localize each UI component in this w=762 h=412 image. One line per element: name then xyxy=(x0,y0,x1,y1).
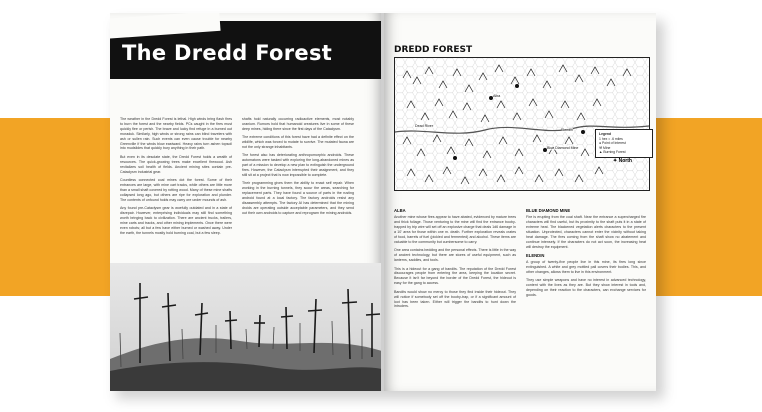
paragraph: But even in its desolate state, the Dredd Forest holds a wealth of resources. The quick-growing trees make excellent firewood. Ash revitalizes soil health of fields. Ancient mining sites contain pre-Cataclysm industrial gear. xyxy=(120,154,232,174)
page-title: The Dredd Forest xyxy=(122,41,333,65)
paragraph: A group of twenty-five people live in this mine, its fires long since extinguished. A white and grey mottled pall covers their bodies. This, and other changes, allows them to live in this environment. xyxy=(526,260,646,274)
legend-scale: 1 hex = .6 miles xyxy=(599,136,623,141)
compass-rose xyxy=(613,158,632,164)
paragraph: Another mine whose fires appear to have abated, evidenced by mature trees and thick foliage. Those venturing to the mine will find the entrance booby-trapped by trip wire will set off an explosive charge that deals 1d6 damage in a 10' area for those within one m. death. Further exploration reveals crates of food, barrels of fuel (pickled and fermented) and alcohol. These items are valuable to the community but cumbersome to carry. xyxy=(394,215,516,244)
map-label-alba: Alba xyxy=(493,94,501,98)
section-heading: ALBA xyxy=(394,208,406,213)
hex-map xyxy=(394,57,650,191)
legend-title: Legend xyxy=(599,132,612,136)
left-column-1 xyxy=(120,117,232,239)
compass-icon: ✦ xyxy=(613,158,618,164)
dead-forest-photo xyxy=(110,263,382,391)
mine-icon: ⚒ xyxy=(599,145,603,150)
paragraph: They use simple weapons and have no interest in advanced technology, content with the lives as they are. But they show interest in tools and, depending on their reaction to the characters, can exchange services for goods. xyxy=(526,278,646,298)
paragraph: This is a hideout for a gang of bandits. The reputation of the Dredd Forest discourages people from entering the area, keeping the location secret. Because it isn't far beyond the border of the Dredd Forest, the hideout is easy for the gang to access. xyxy=(394,266,516,286)
point-of-interest-icon: ● xyxy=(599,141,602,146)
paragraph: Any found pre-Cataclysm gear is woefully outdated and in a state of disrepair. However, enterprising individuals may still find something worth bringing back to civilization. There are ancient trucks, trailers, mine carts and tracks, and other mining implements. Once there were even robots; all but a few have either burned or washed away. Under the earth, the tunnels mostly hold burning coal, but a few sleep. xyxy=(120,206,232,235)
paragraph: The weather in the Dredd Forest is lethal. High winds bring flash fires to burn the forest and the nearby fields. PCs caught in the fires must quickly flee or perish. The brave and lucky find refuge in a burned out moraduk. Similarly, high winds or strong rains can blind travelers with ash or sullen rain. Such events can even cause trouble for nearby Greenville if the winds blow eastward. Heavy rains turn ashen topsoil into mudslides that quickly bury anything in their path. xyxy=(120,117,232,151)
paragraph: The extreme conditions of this forest have had a definite effect on the wildlife, which was forced to mutate to survive. The mutated fauna are not the only strange inhabitants. xyxy=(242,135,354,150)
left-column-2 xyxy=(242,117,354,219)
paragraph: Countless connected coal mines dot the forest. Some of their entrances are large, with mine cart tracks, while others are little more than a small shaft covered by rotting wood. Many of these mine shafts collapsed long ago, but others are ripe for exploration and plunder. The contents of unfound holds may carry ore under mounds of ash. xyxy=(120,177,232,202)
open-book xyxy=(110,13,660,394)
paragraph: shafts hold naturally occurring radioactive elements, most notably uranium. Rumors hold that humanoid creatures live in some of these deep mines, hiding there since the first days of the Cataclysm. xyxy=(242,117,354,131)
legend-item: ● Point of Interest xyxy=(599,141,626,146)
map-label-river: Dead River xyxy=(415,124,433,128)
right-column-2 xyxy=(526,209,646,302)
paragraph: The forest also has deteriorating anthropomorphic androids. These automatons were tasked with exploring the long-abandoned mines as part of a mission to develop a new plan to extinguish the underground fires. However, the Cataclysm interrupted their assignment, and they still sit at a project that is now impossible to complete. xyxy=(242,153,354,178)
compass-label: North xyxy=(618,158,632,164)
map-title: DREDD FOREST xyxy=(394,45,473,55)
right-page xyxy=(384,13,656,391)
title-banner xyxy=(110,21,382,79)
map-label-blue-diamond: Blue Diamond Mine xyxy=(547,146,579,150)
paragraph: Fire is erupting from the coal shaft. Near the entrance a supercharged fire characters will find useful, but its proximity to the shaft puts it in a state of extreme heat. The blackened vegetation alerts characters to the present situation. Unprotected, characters cannot enter the vicinity without taking heat damage. The fires coming from the shaft show no abatement and continue intensely. If the characters do not act soon, the increasing heat will destroy the equipment. xyxy=(526,215,646,249)
legend-item: ▲ Burning Forest xyxy=(599,150,626,155)
paragraph: One area contains bedding and the personal effects. There is little in the way of ancient technology, but there are stores of useful equipment, such as lanterns, saddles, and tools. xyxy=(394,248,516,263)
section-heading: ELENDIN xyxy=(526,252,545,258)
right-column-1 xyxy=(394,209,516,313)
fire-icon: ▲ xyxy=(599,150,603,155)
paragraph: Their programming gives them the ability to enact self repair. When working in the burning tunnels, they scour the areas, searching for replacement parts. They have found a source of parts in the rusting android found at a local factory. The factory androids resist any disassembly attempts. The factory AI has determined that the mining droids are operating outside acceptable parameters, and they send out their own androids to capture and reprogram the mining androids. xyxy=(242,181,354,215)
map-legend xyxy=(595,129,653,158)
section-heading: BLUE DIAMOND MINE xyxy=(526,208,571,213)
paragraph: Bandits would show no mercy to those they find inside their hideout. They will notice if somebody set off the booby-trap, or if a significant amount of loot has been taken. Either will trigger the bandits to hunt down the intruders. xyxy=(394,289,516,309)
legend-item: ⚒ Mine xyxy=(599,145,611,150)
map-illustration xyxy=(395,58,649,190)
map-label-elendin: Elendin xyxy=(561,128,573,132)
left-page xyxy=(110,13,382,391)
